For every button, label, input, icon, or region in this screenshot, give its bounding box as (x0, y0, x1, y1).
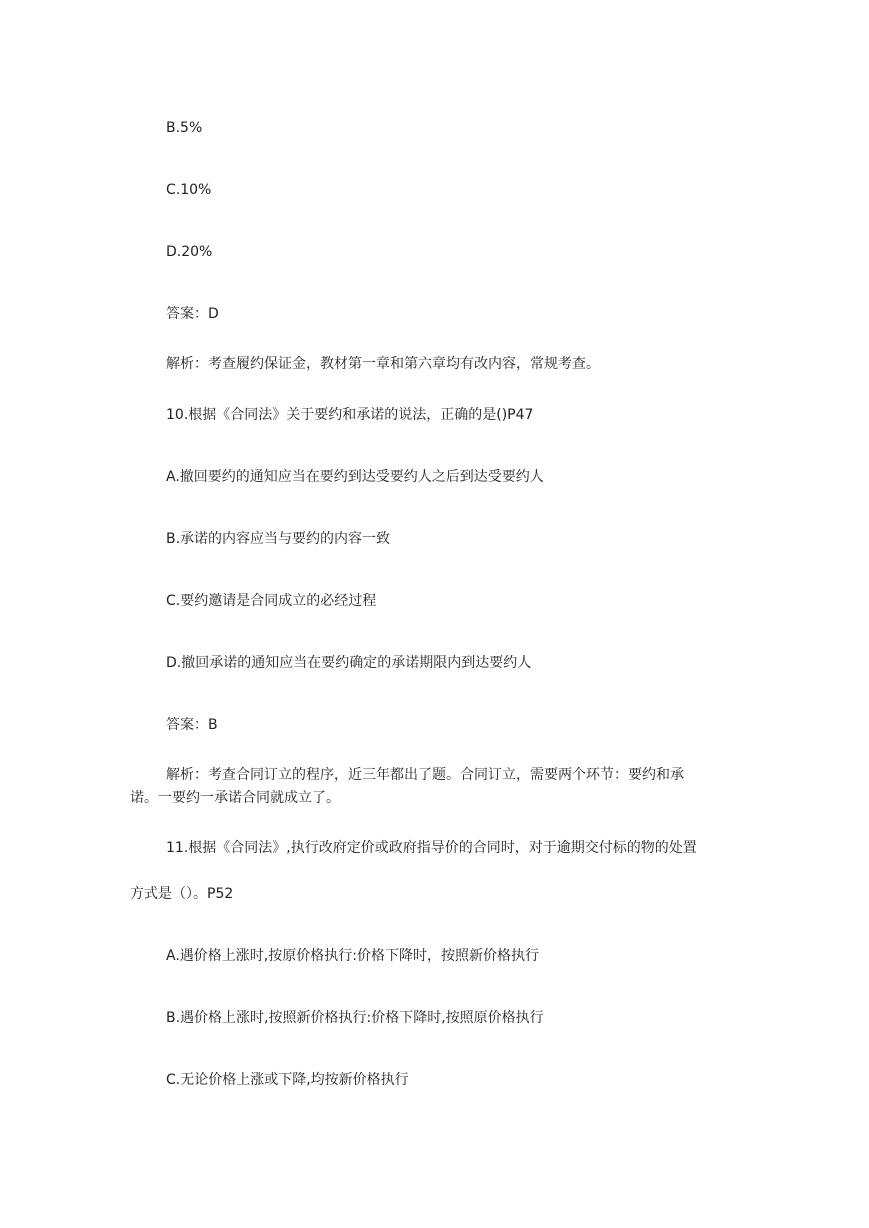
q10-option-a: A.撤回要约的通知应当在要约到达受要约人之后到达受要约人 (166, 469, 544, 485)
q9-option-c: C.10% (166, 182, 212, 198)
q9-option-d: D.20% (166, 244, 213, 260)
q11-question-line1: 11.根据《合同法》,执行改府定价或政府指导价的合同时，对于逾期交付标的物的处置 (166, 840, 697, 856)
q10-analysis-line2: 诺。一要约一承诺合同就成立了。 (130, 790, 340, 806)
q10-option-c: C.要约邀请是合同成立的必经过程 (166, 593, 377, 609)
q10-option-b: B.承诺的内容应当与要约的内容一致 (166, 531, 391, 547)
q10-question: 10.根据《合同法》关于要约和承诺的说法，正确的是()P47 (166, 407, 534, 423)
q10-answer: 答案：B (166, 717, 218, 733)
q11-option-b: B.遇价格上涨时,按照新价格执行:价格下降时,按照原价格执行 (166, 1010, 544, 1026)
q10-analysis-line1: 解析：考查合同订立的程序，近三年都出了题。合同订立，需要两个环节：要约和承 (166, 767, 684, 783)
q9-analysis: 解析：考查履约保证金，教材第一章和第六章均有改内容，常规考查。 (166, 356, 600, 372)
q11-option-c: C.无论价格上涨或下降,均按新价格执行 (166, 1072, 409, 1088)
q9-option-b: B.5% (166, 120, 203, 136)
q10-option-d: D.撤回承诺的通知应当在要约确定的承诺期限内到达要约人 (166, 655, 532, 671)
q9-answer: 答案：D (166, 306, 219, 322)
q11-question-line2: 方式是（）。P52 (130, 886, 234, 902)
q11-option-a: A.遇价格上涨时,按原价格执行:价格下降时，按照新价格执行 (166, 948, 539, 964)
